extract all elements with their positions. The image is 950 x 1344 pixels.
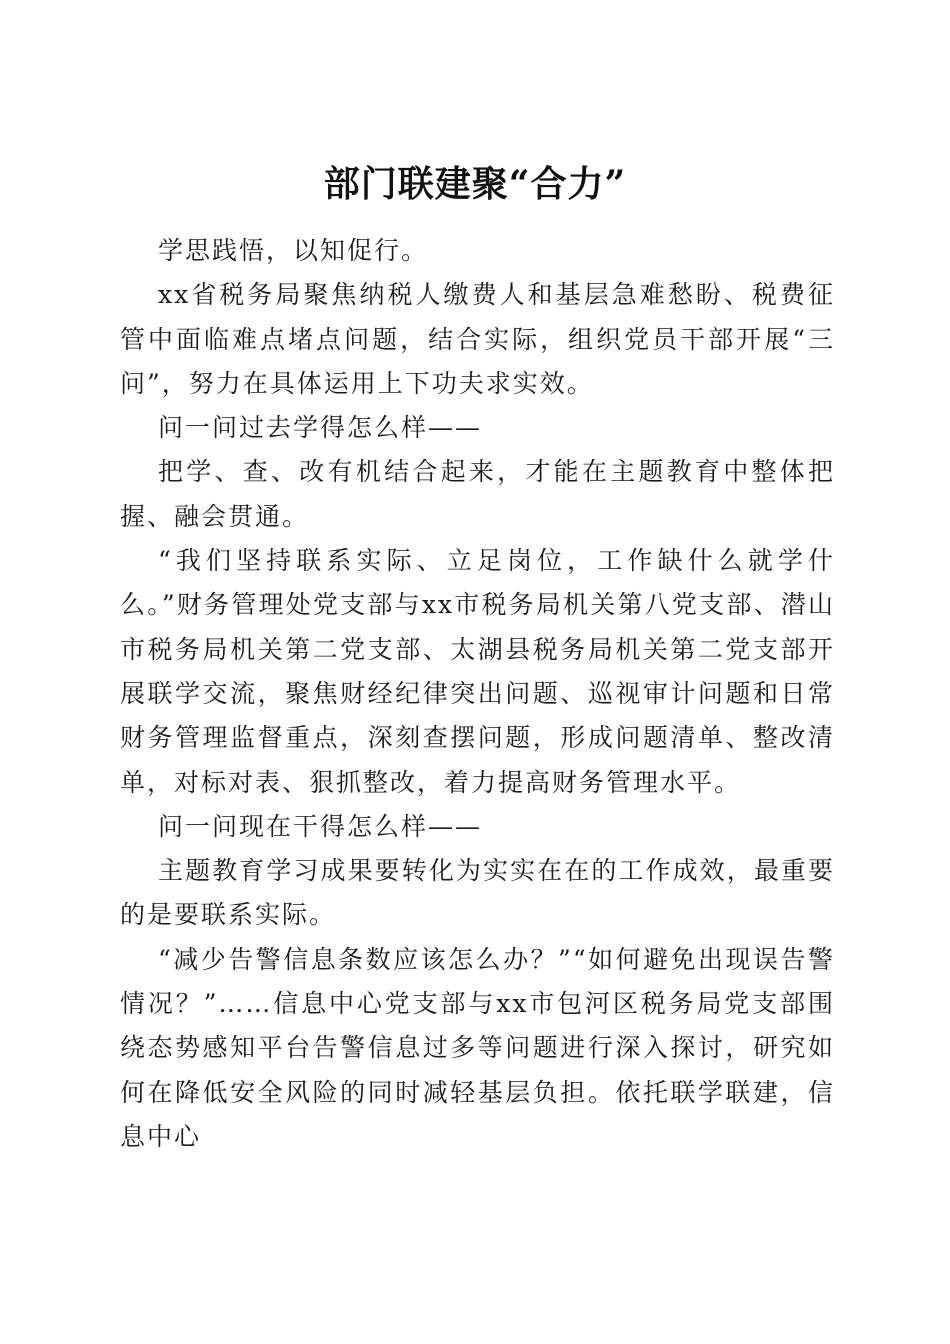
paragraph-heading-past: 问一问过去学得怎么样—— <box>158 413 483 443</box>
paragraph-heading-present: 问一问现在干得怎么样—— <box>158 811 483 841</box>
document-title: 部门联建聚“合力” <box>323 163 627 206</box>
paragraph-info-center: “减少告警信息条数应该怎么办？”“如何避免出现误告警情况？”……信息中心党支部与xx市包河区税务局党支部围绕态势感知平台告警信息过多等问题进行深入探讨，研究如何在降低安全风险的同时减轻基层负担。依托联学联建，信息中心 <box>120 944 835 1151</box>
paragraph-overview: xx省税务局聚焦纳税人缴费人和基层急难愁盼、税费征管中面临难点堵点问题，结合实际，组织党员干部开展“三问”，努力在具体运用上下功夫求实效。 <box>120 280 835 398</box>
paragraph-intro: 学思践悟，以知促行。 <box>158 236 429 265</box>
paragraph-past-summary: 把学、查、改有机结合起来，才能在主题教育中整体把握、融会贯通。 <box>120 457 835 531</box>
paragraph-finance-branch: “我们坚持联系实际、立足岗位，工作缺什么就学什么。”财务管理处党支部与xx市税务局机关第八党支部、潜山市税务局机关第二党支部、太湖县税务局机关第二党支部开展联学交流，聚焦财经纪律突出问题、巡视审计问题和日常财务管理监督重点，深刻查摆问题，形成问题清单、整改清单，对标对表、狠抓整改，着力提高财务管理水平。 <box>120 546 835 797</box>
document-body <box>120 229 835 1159</box>
paragraph-present-summary: 主题教育学习成果要转化为实实在在的工作成效，最重要的是要联系实际。 <box>120 856 835 930</box>
